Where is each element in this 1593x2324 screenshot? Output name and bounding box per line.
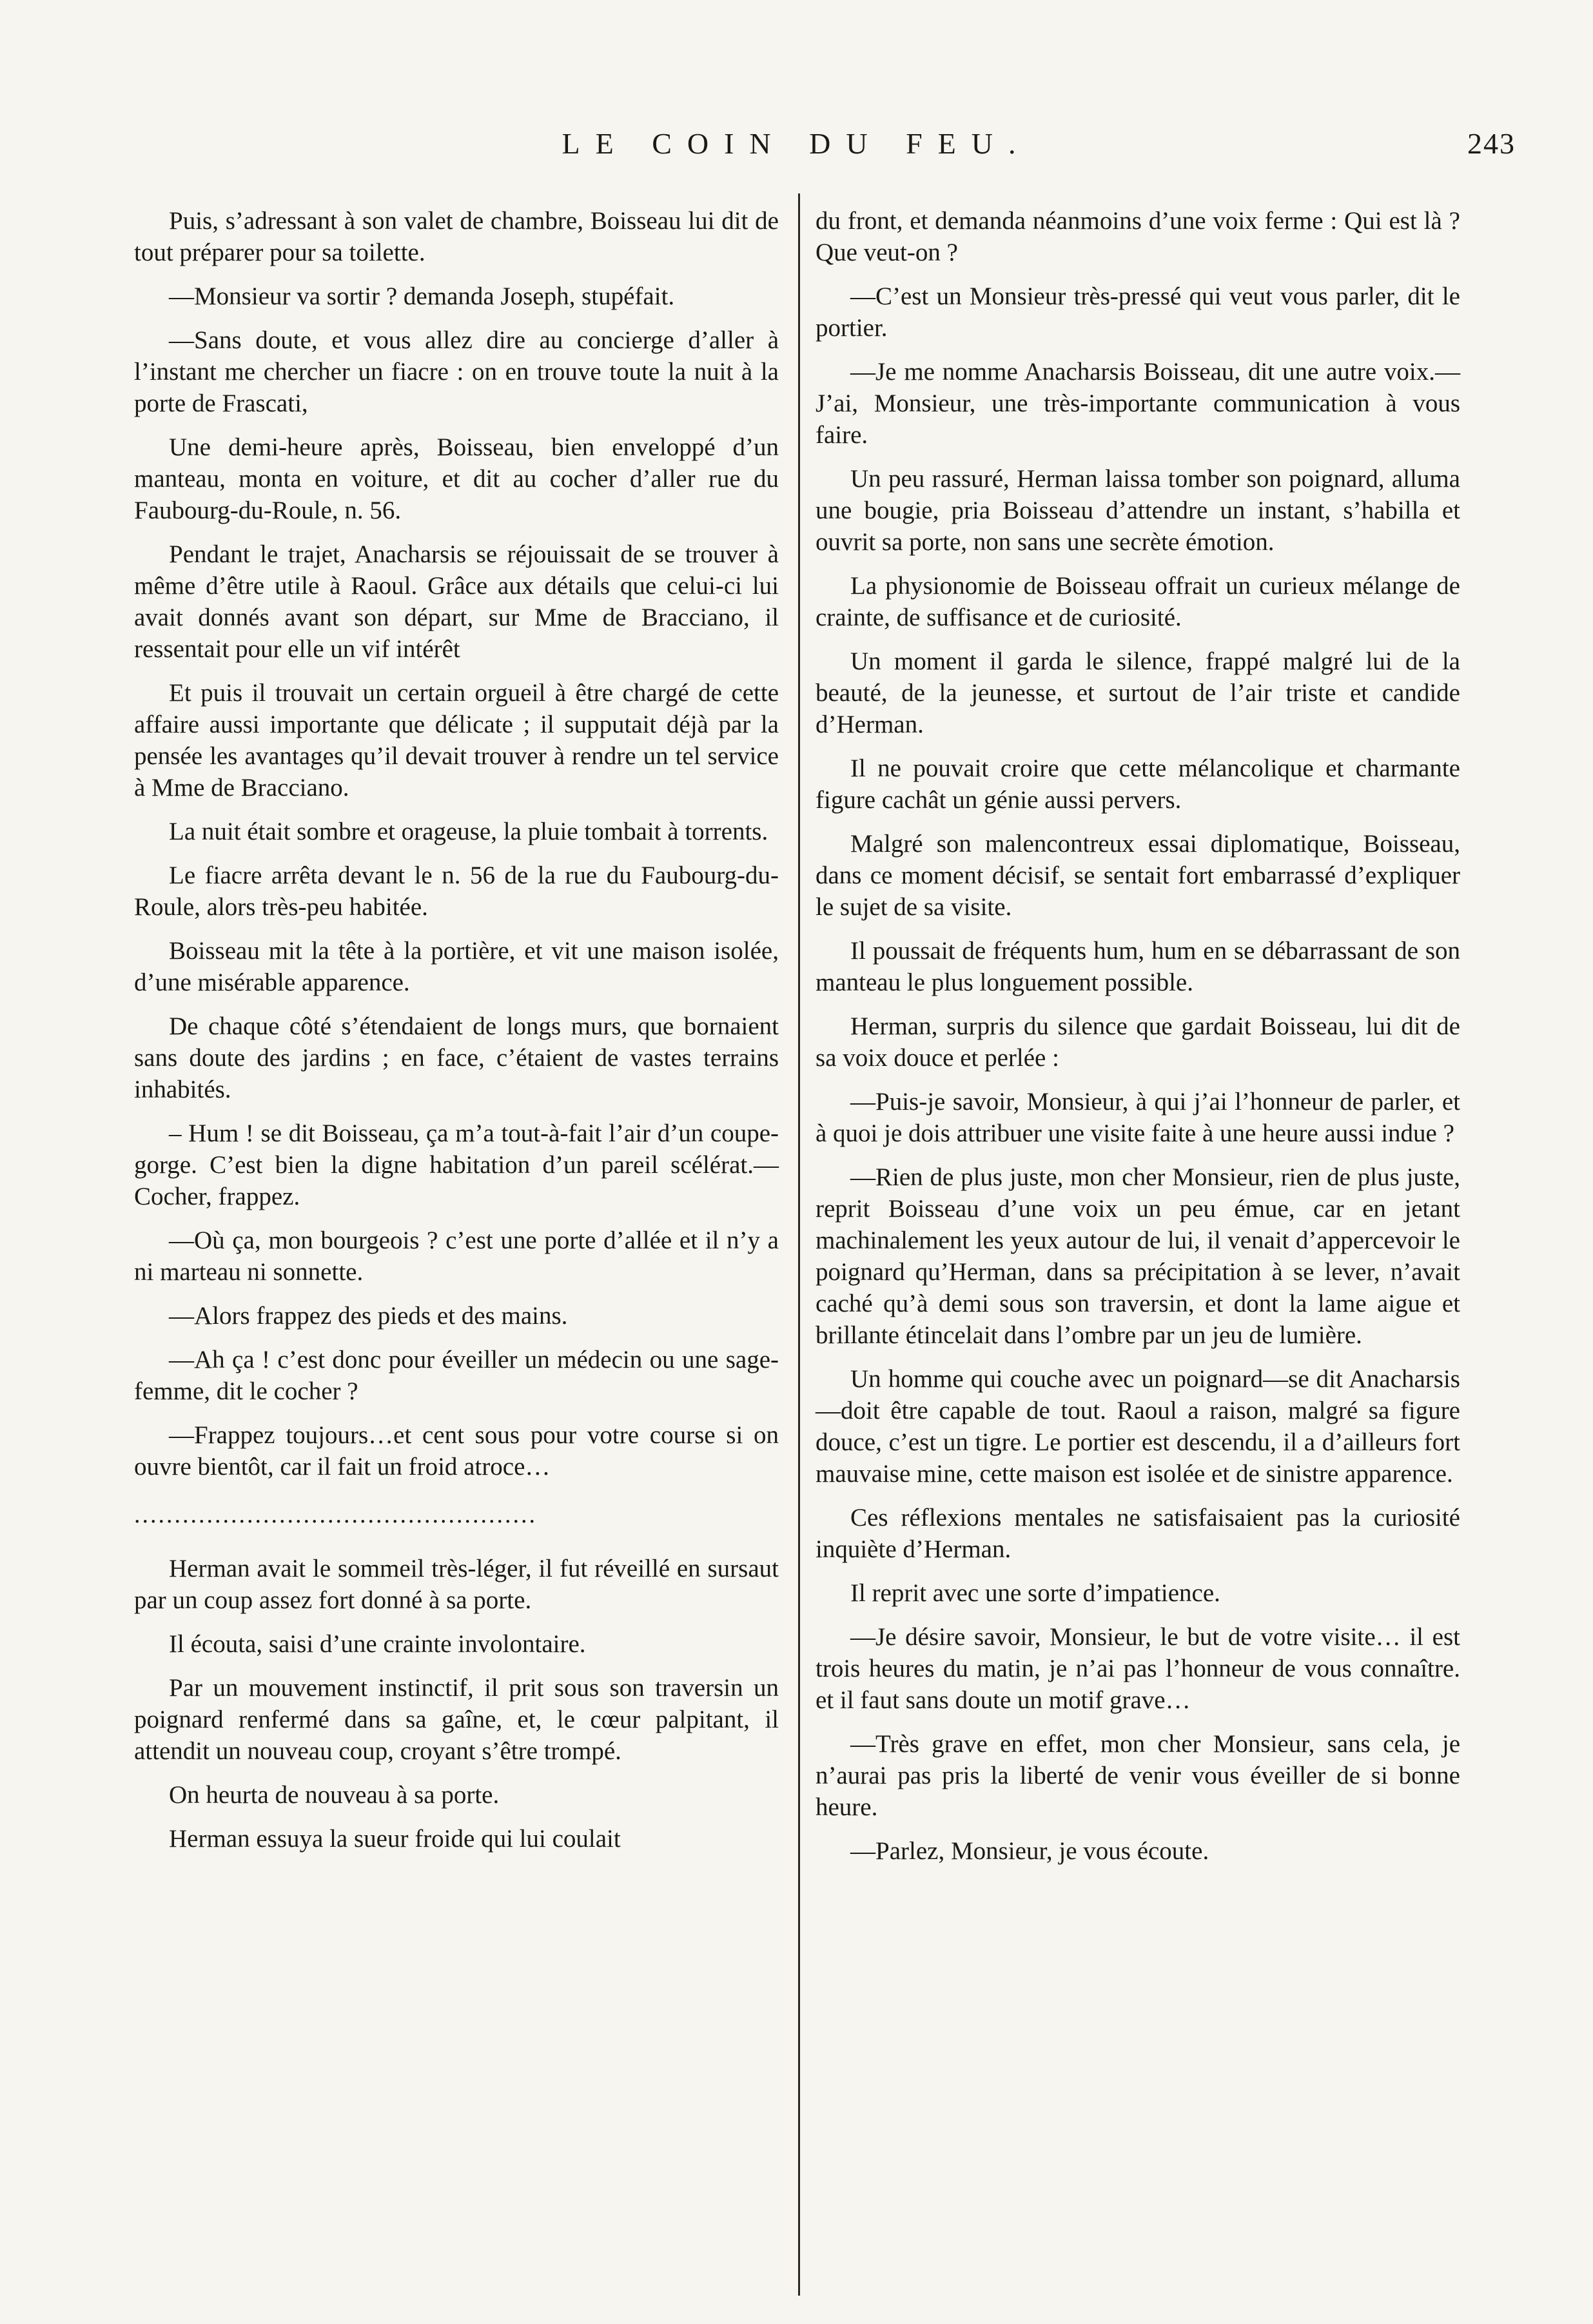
paragraph: —Ah ça ! c’est donc pour éveiller un médecin ou une sage-femme, dit le cocher ? xyxy=(134,1346,779,1405)
paragraph: —Alors frappez des pieds et des mains. xyxy=(169,1302,568,1330)
page-header xyxy=(77,126,1516,165)
paragraph: —C’est un Monsieur très-pressé qui veut vous parler, dit le portier. xyxy=(816,282,1460,342)
paragraph: —Je me nomme Anacharsis Boisseau, dit une autre voix.—J’ai, Monsieur, une très-importante communication à vous faire. xyxy=(816,358,1460,449)
paragraph: Il poussait de fréquents hum, hum en se débarrassant de son manteau le plus longuement possible. xyxy=(816,937,1460,996)
paragraph: Il écouta, saisi d’une crainte involontaire. xyxy=(169,1630,586,1658)
paragraph: Un homme qui couche avec un poignard—se dit Anacharsis—doit être capable de tout. Raoul a raison, malgré sa figure douce, c’est un tigre. Le portier est descendu, il a d’ailleurs fort mauvaise mine, cette maison est isolée et de sinistre apparence. xyxy=(816,1365,1460,1488)
page-number: 243 xyxy=(1467,127,1516,160)
paragraph: On heurta de nouveau à sa porte. xyxy=(169,1781,500,1809)
paragraph: —Frappez toujours…et cent sous pour votre course si on ouvre bientôt, car il fait un froid atroce… xyxy=(134,1421,779,1481)
paragraph: Herman avait le sommeil très-léger, il fut réveillé en sursaut par un coup assez fort donné à sa porte. xyxy=(134,1555,779,1614)
paragraph: —Sans doute, et vous allez dire au concierge d’aller à l’instant me chercher un fiacre : on en trouve toute la nuit à la porte de Frascati, xyxy=(134,326,779,417)
paragraph: Puis, s’adressant à son valet de chambre, Boisseau lui dit de tout préparer pour sa toilette. xyxy=(134,207,779,266)
paragraph: —Très grave en effet, mon cher Monsieur, sans cela, je n’aurai pas pris la liberté de venir vous éveiller de si bonne heure. xyxy=(816,1730,1460,1821)
left-column xyxy=(134,205,779,1867)
paragraph: Il ne pouvait croire que cette mélancolique et charmante figure cachât un génie aussi pervers. xyxy=(816,754,1460,814)
column-divider xyxy=(798,193,800,2296)
paragraph: —Puis-je savoir, Monsieur, à qui j’ai l’honneur de parler, et à quoi je dois attribuer une visite faite à une heure aussi indue ? xyxy=(816,1088,1460,1147)
paragraph: Le fiacre arrêta devant le n. 56 de la rue du Faubourg-du-Roule, alors très-peu habitée. xyxy=(134,862,779,921)
paragraph: Herman, surpris du silence que gardait Boisseau, lui dit de sa voix douce et perlée : xyxy=(816,1012,1460,1072)
paragraph: Boisseau mit la tête à la portière, et vit une maison isolée, d’une misérable apparence. xyxy=(134,937,779,996)
paragraph: —Monsieur va sortir ? demanda Joseph, stupéfait. xyxy=(169,282,675,310)
paragraph: Malgré son malencontreux essai diplomatique, Boisseau, dans ce moment décisif, se sentait fort embarrassé d’expliquer le sujet de sa visite. xyxy=(816,830,1460,921)
paragraph: Une demi-heure après, Boisseau, bien enveloppé d’un manteau, monta en voiture, et dit au cocher d’aller rue du Faubourg-du-Roule, n. 56. xyxy=(134,433,779,524)
paragraph: —Où ça, mon bourgeois ? c’est une porte d’allée et il n’y a ni marteau ni sonnette. xyxy=(134,1226,779,1286)
right-column xyxy=(816,205,1460,1879)
paragraph: La nuit était sombre et orageuse, la pluie tombait à torrents. xyxy=(169,818,768,845)
running-title: LE COIN DU FEU. xyxy=(562,127,1031,160)
paragraph: Herman essuya la sueur froide qui lui coulait xyxy=(169,1825,621,1853)
paragraph: du front, et demanda néanmoins d’une voix ferme : Qui est là ? Que veut-on ? xyxy=(816,207,1460,266)
paragraph: – Hum ! se dit Boisseau, ça m’a tout-à-fait l’air d’un coupe-gorge. C’est bien la digne habitation d’un pareil scélérat.—Cocher, frappez. xyxy=(134,1119,779,1210)
paragraph: —Je désire savoir, Monsieur, le but de votre visite… il est trois heures du matin, je n’ai pas l’honneur de vous connaître. et il faut sans doute un motif grave… xyxy=(816,1623,1460,1714)
paragraph: De chaque côté s’étendaient de longs murs, que bornaient sans doute des jardins ; en face, c’étaient de vastes terrains inhabités. xyxy=(134,1012,779,1103)
paragraph: Et puis il trouvait un certain orgueil à être chargé de cette affaire aussi importante que délicate ; il supputait déjà par la pensée les avantages qu’il devait trouver à rendre un tel service à Mme de Bracciano. xyxy=(134,679,779,802)
paragraph: —Parlez, Monsieur, je vous écoute. xyxy=(850,1837,1209,1865)
paragraph: Par un mouvement instinctif, il prit sous son traversin un poignard renfermé dans sa gaîne, et, le cœur palpitant, il attendit un nouveau coup, croyant s’être trompé. xyxy=(134,1674,779,1765)
paragraph: Un moment il garda le silence, frappé malgré lui de la beauté, de la jeunesse, et surtout de l’air triste et candide d’Herman. xyxy=(816,647,1460,738)
paragraph: La physionomie de Boisseau offrait un curieux mélange de crainte, de suffisance et de curiosité. xyxy=(816,572,1460,631)
section-separator: .................................................. xyxy=(134,1501,537,1528)
paragraph: Un peu rassuré, Herman laissa tomber son poignard, alluma une bougie, pria Boisseau d’attendre un instant, s’habilla et ouvrit sa porte, non sans une secrète émotion. xyxy=(816,465,1460,556)
paragraph: Il reprit avec une sorte d’impatience. xyxy=(850,1579,1220,1607)
paragraph: Ces réflexions mentales ne satisfaisaient pas la curiosité inquiète d’Herman. xyxy=(816,1504,1460,1563)
paragraph: Pendant le trajet, Anacharsis se réjouissait de se trouver à même d’être utile à Raoul. Grâce aux détails que celui-ci lui avait donnés avant son départ, sur Mme de Bracciano, il ressentait pour elle un vif intérêt xyxy=(134,540,779,663)
paragraph: —Rien de plus juste, mon cher Monsieur, rien de plus juste, reprit Boisseau d’une voix un peu émue, car en jetant machinalement les yeux autour de lui, il venait d’appercevoir le poignard qu’Herman, dans sa précipitation à se lever, n’avait caché qu’à demi sous son traversin, et dont la lame aigue et brillante étincelait dans l’ombre par un jeu de lumière. xyxy=(816,1163,1460,1349)
